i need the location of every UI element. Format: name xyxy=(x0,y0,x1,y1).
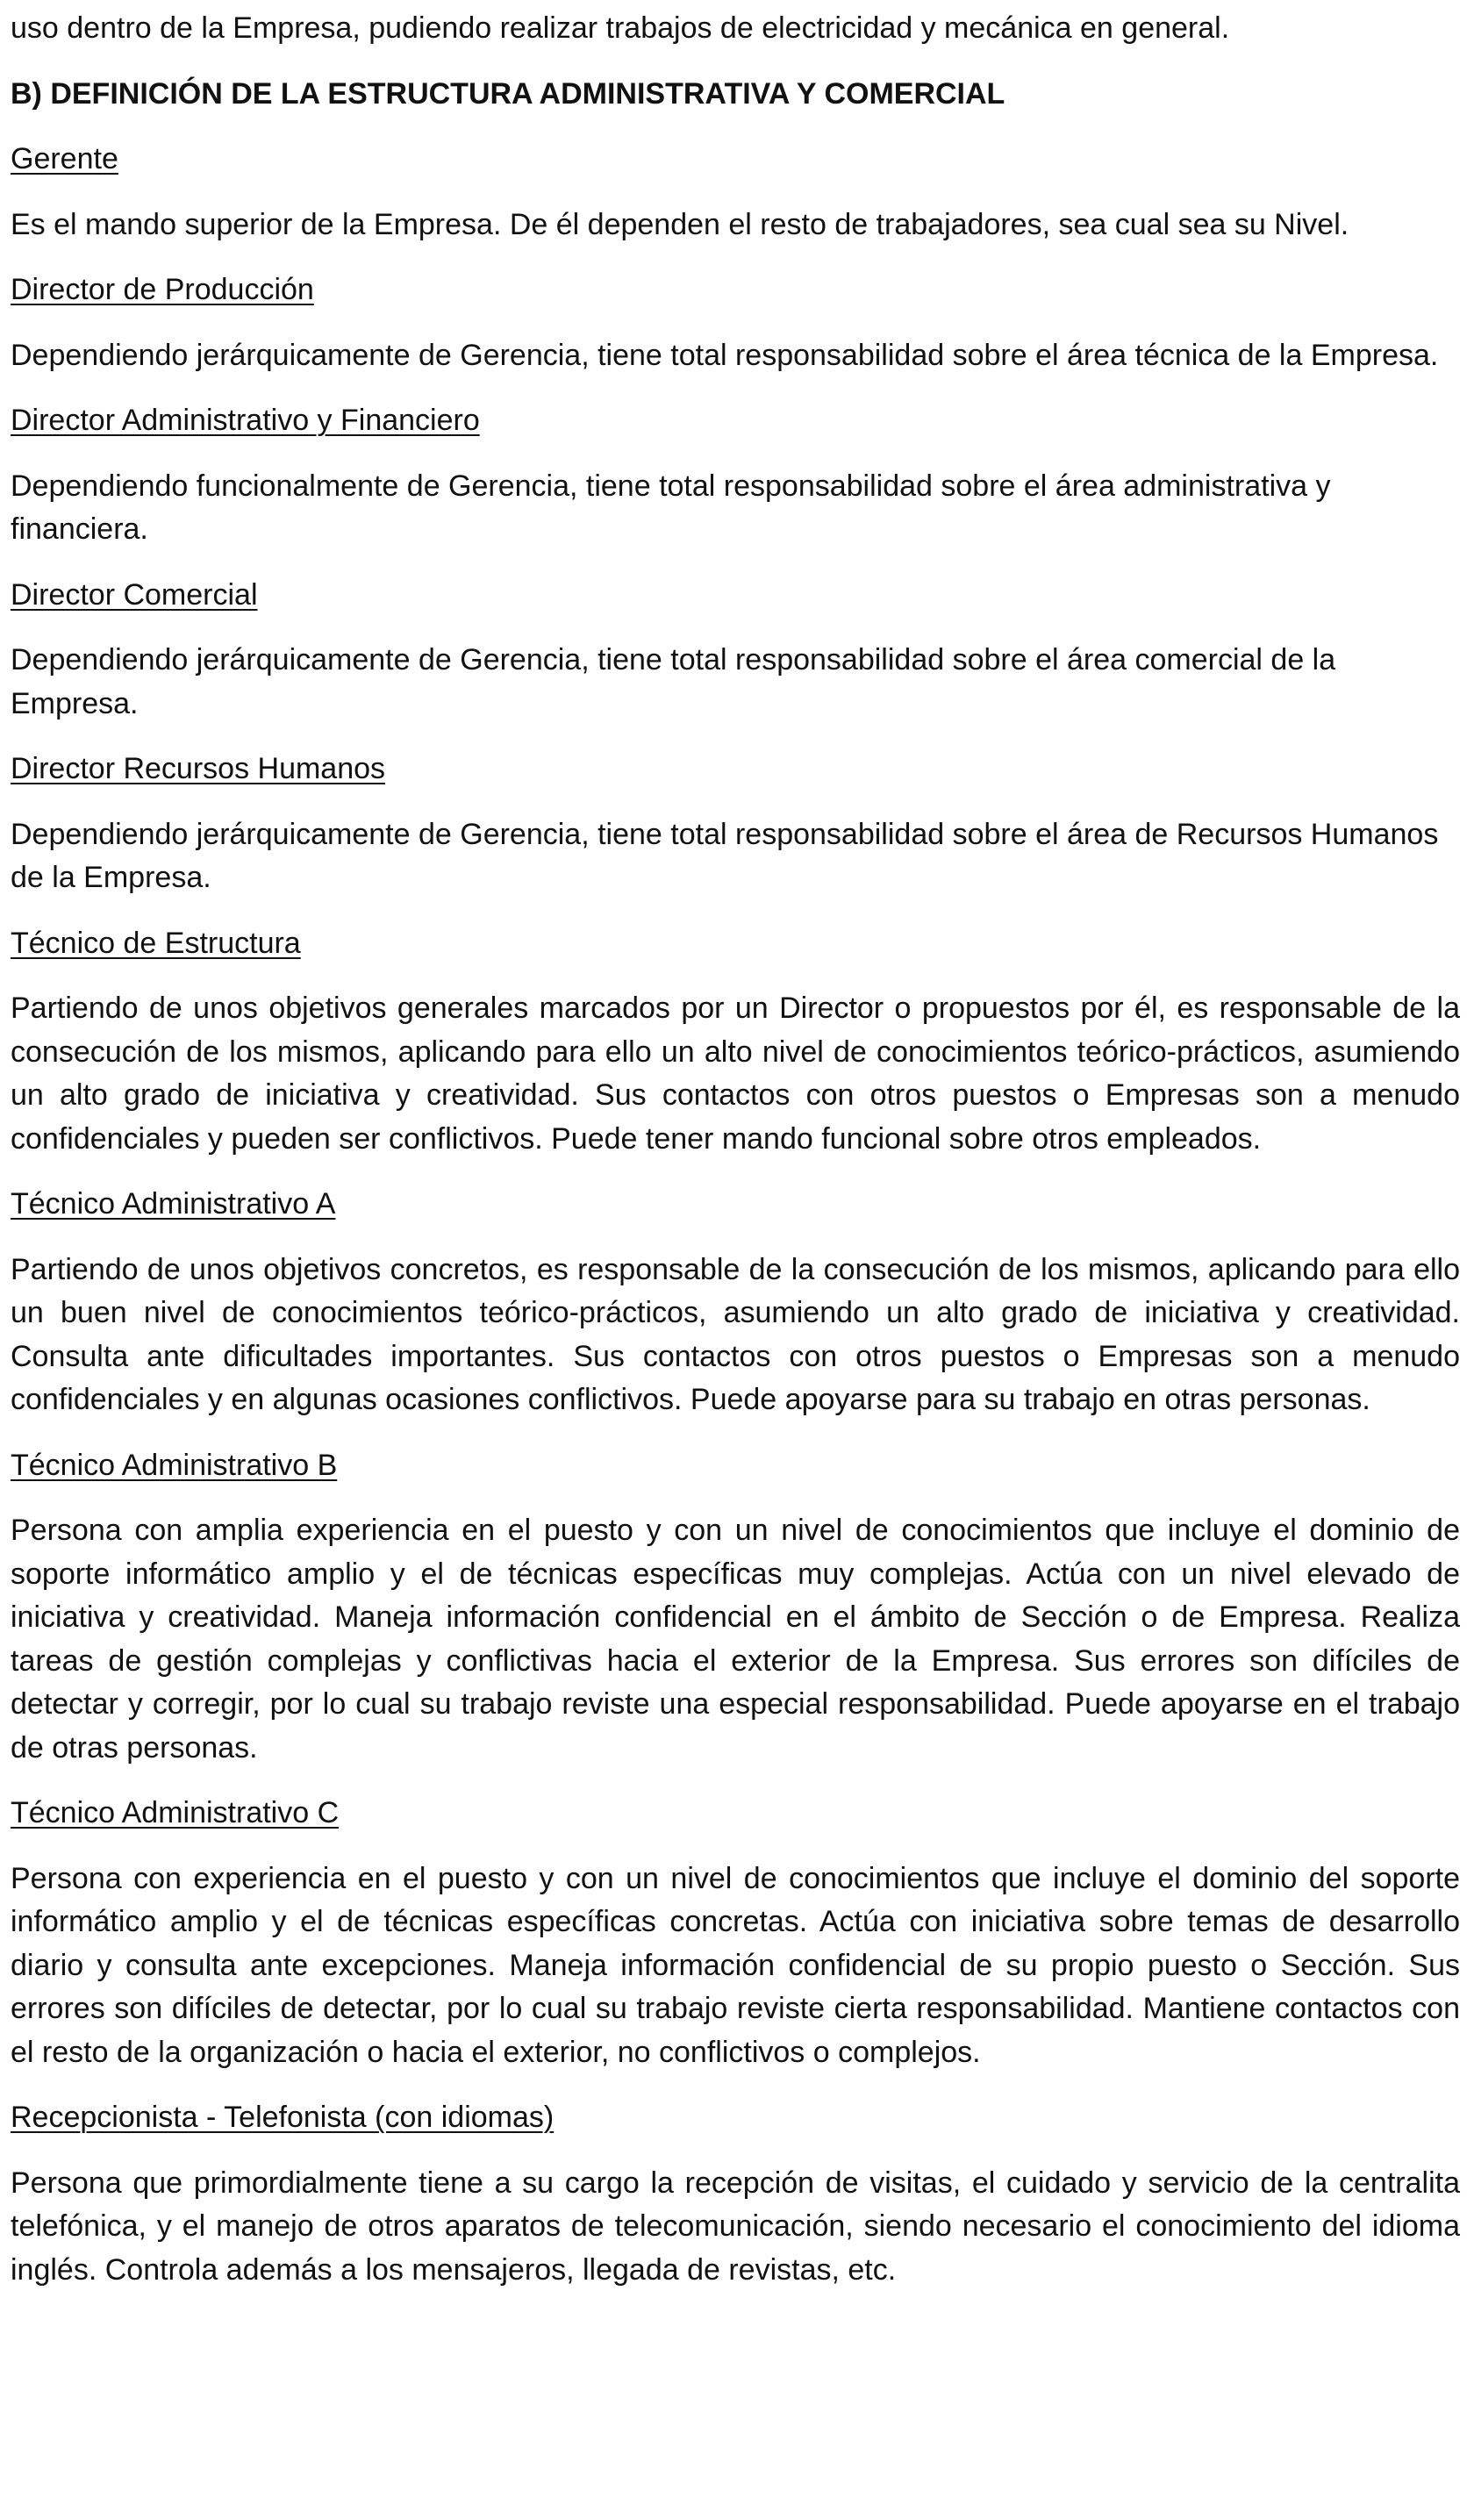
role-description-director-produccion: Dependiendo jerárquicamente de Gerencia, tiene total responsabilidad sobre el área técnica de la Empresa. xyxy=(11,338,1439,372)
section-heading: B) DEFINICIÓN DE LA ESTRUCTURA ADMINISTRATIVA Y COMERCIAL xyxy=(11,76,1005,111)
role-description-director-administrativo: Dependiendo funcionalmente de Gerencia, tiene total responsabilidad sobre el área administrativa y financiera. xyxy=(11,469,1331,546)
intro-paragraph: uso dentro de la Empresa, pudiendo realizar trabajos de electricidad y mecánica en general. xyxy=(11,11,1230,45)
role-title-gerente: Gerente xyxy=(11,142,118,175)
role-description-tecnico-administrativo-c: Persona con experiencia en el puesto y con un nivel de conocimientos que incluye el dominio del soporte informático amplio y el de técnicas específicas concretas. Actúa con iniciativa sobre temas de desarrollo diario y consulta ante excepciones. Maneja información confidencial de su propio puesto o Sección. Sus errores son difíciles de detectar, por lo cual su trabajo reviste cierta responsabilidad. Mantiene contactos con el resto de la organización o hacia el exterior, no conflictivos o complejos. xyxy=(11,1861,1460,2069)
role-description-director-rrhh: Dependiendo jerárquicamente de Gerencia, tiene total responsabilidad sobre el área de Recursos Humanos de la Empresa. xyxy=(11,817,1439,894)
role-title-director-produccion: Director de Producción xyxy=(11,273,314,306)
role-title-director-rrhh: Director Recursos Humanos xyxy=(11,752,386,785)
role-title-tecnico-administrativo-a: Técnico Administrativo A xyxy=(11,1187,336,1221)
document-page xyxy=(11,7,1460,2314)
role-description-recepcionista: Persona que primordialmente tiene a su cargo la recepción de visitas, el cuidado y servicio de la centralita telefónica, y el manejo de otros aparatos de telecomunicación, siendo necesario el conocimiento del idioma inglés. Controla además a los mensajeros, llegada de revistas, etc. xyxy=(11,2166,1460,2287)
role-title-director-administrativo: Director Administrativo y Financiero xyxy=(11,404,480,437)
role-description-tecnico-administrativo-a: Partiendo de unos objetivos concretos, es responsable de la consecución de los mismos, aplicando para ello un buen nivel de conocimientos teórico-prácticos, asumiendo un alto grado de iniciativa y creatividad. Consulta ante dificultades importantes. Sus contactos con otros puestos o Empresas son a menudo confidenciales y en algunas ocasiones conflictivos. Puede apoyarse para su trabajo en otras personas. xyxy=(11,1252,1460,1416)
role-description-tecnico-administrativo-b: Persona con amplia experiencia en el puesto y con un nivel de conocimientos que incluye el dominio de soporte informático amplio y el de técnicas específicas muy complejas. Actúa con un nivel elevado de iniciativa y creatividad. Maneja información confidencial en el ámbito de Sección o de Empresa. Realiza tareas de gestión complejas y conflictivas hacia el exterior de la Empresa. Sus errores son difíciles de detectar y corregir, por lo cual su trabajo reviste una especial responsabilidad. Puede apoyarse en el trabajo de otras personas. xyxy=(11,1514,1460,1765)
role-description-gerente: Es el mando superior de la Empresa. De él dependen el resto de trabajadores, sea cual sea su Nivel. xyxy=(11,207,1349,241)
role-title-recepcionista: Recepcionista - Telefonista (con idiomas) xyxy=(11,2101,555,2134)
role-title-tecnico-estructura: Técnico de Estructura xyxy=(11,926,301,960)
role-description-tecnico-estructura: Partiendo de unos objetivos generales marcados por un Director o propuestos por él, es responsable de la consecución de los mismos, aplicando para ello un alto nivel de conocimientos teórico-prácticos, asumiendo un alto grado de iniciativa y creatividad. Sus contactos con otros puestos o Empresas son a menudo confidenciales y pueden ser conflictivos. Puede tener mando funcional sobre otros empleados. xyxy=(11,992,1460,1156)
role-title-director-comercial: Director Comercial xyxy=(11,577,258,612)
role-description-director-comercial: Dependiendo jerárquicamente de Gerencia, tiene total responsabilidad sobre el área comercial de la Empresa. xyxy=(11,643,1336,720)
role-title-tecnico-administrativo-c: Técnico Administrativo C xyxy=(11,1796,340,1829)
role-title-tecnico-administrativo-b: Técnico Administrativo B xyxy=(11,1448,338,1482)
